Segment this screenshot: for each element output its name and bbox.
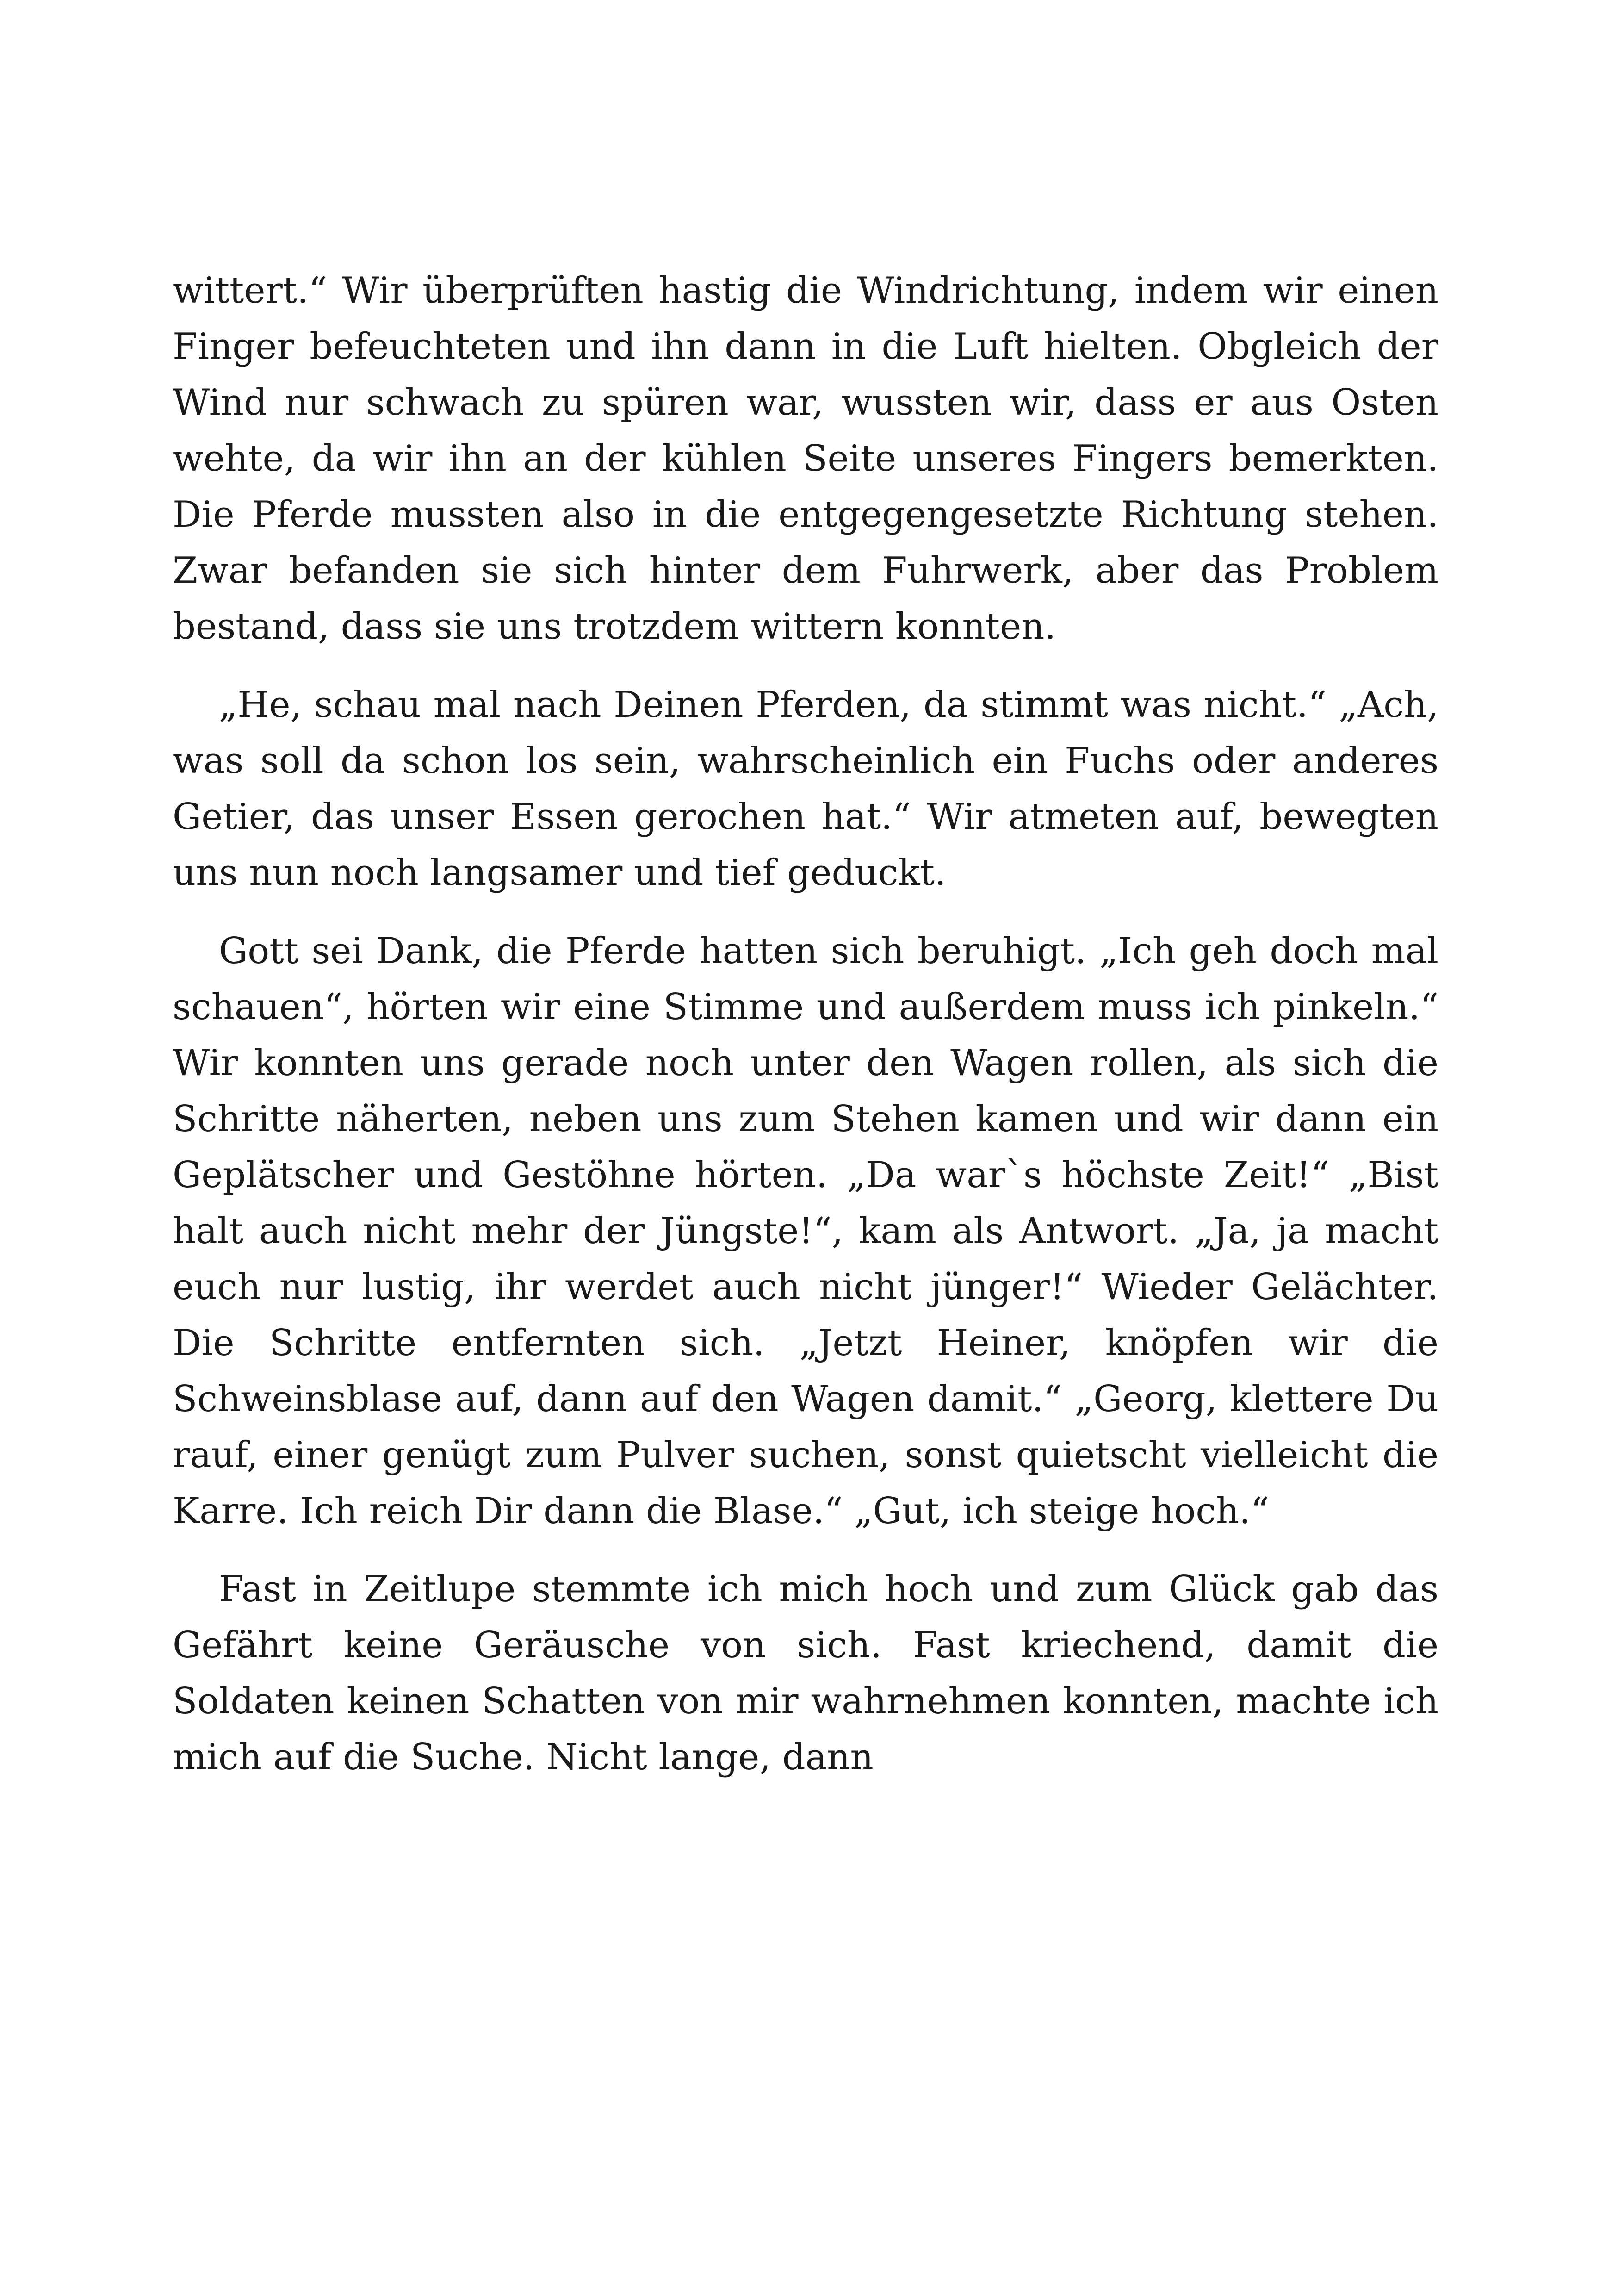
paragraph-2: „He, schau mal nach Deinen Pferden, da stimmt was nicht.“ „Ach, was soll da schon los sein, wahrscheinlich ein Fuchs oder anderes Getier, das unser Essen gerochen hat.“ Wir atmeten auf, bewegten uns nun noch langsamer und tief geduckt. xyxy=(173,684,1438,894)
paragraph-1: wittert.“ Wir überprüften hastig die Windrichtung, indem wir einen Finger befeuchteten und ihn dann in die Luft hielten. Obgleich der Wind nur schwach zu spüren war, wussten wir, dass er aus Osten wehte, da wir ihn an der kühlen Seite unseres Fingers bemerkten. Die Pferde mussten also in die entgegengesetzte Richtung stehen. Zwar befanden sie sich hinter dem Fuhrwerk, aber das Problem bestand, dass sie uns trotzdem wittern konnten. xyxy=(173,270,1438,647)
body-text xyxy=(173,263,1438,1786)
paragraph-3: Gott sei Dank, die Pferde hatten sich beruhigt. „Ich geh doch mal schauen“, hörten wir eine Stimme und außerdem muss ich pinkeln.“ Wir konnten uns gerade noch unter den Wagen rollen, als sich die Schritte näherten, neben uns zum Stehen kamen und wir dann ein Geplätscher und Gestöhne hörten. „Da war`s höchste Zeit!“ „Bist halt auch nicht mehr der Jüngste!“, kam als Antwort. „Ja, ja macht euch nur lustig, ihr werdet auch nicht jünger!“ Wieder Gelächter. Die Schritte entfernten sich. „Jetzt Heiner, knöpfen wir die Schweinsblase auf, dann auf den Wagen damit.“ „Georg, klettere Du rauf, einer genügt zum Pulver suchen, sonst quietscht vielleicht die Karre. Ich reich Dir dann die Blase.“ „Gut, ich steige hoch.“ xyxy=(173,930,1438,1532)
paragraph-4: Fast in Zeitlupe stemmte ich mich hoch und zum Glück gab das Gefährt keine Geräusche von sich. Fast kriechend, damit die Soldaten keinen Schatten von mir wahrnehmen konnten, machte ich mich auf die Suche. Nicht lange, dann xyxy=(173,1568,1438,1778)
